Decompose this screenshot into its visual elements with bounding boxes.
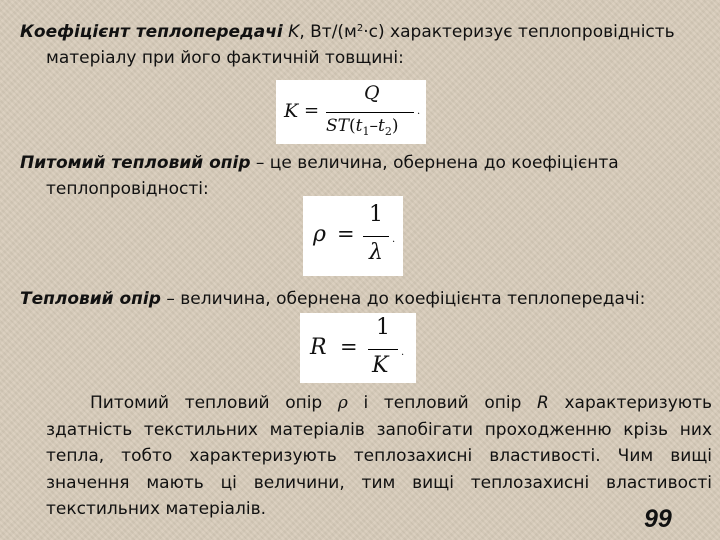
formula-numerator: 1 <box>369 202 383 227</box>
paragraph-text: ·с) характеризує теплопровідність матеріалу при його фактичній товщині: <box>46 22 675 68</box>
paragraph-text: – величина, обернена до коефіцієнта теплопередачі: <box>160 289 646 309</box>
formula-equals: = <box>337 222 355 246</box>
formula-thermal-resistance <box>300 313 416 383</box>
paragraph-text: – це величина, обернена до коефіцієнта теплопровідності: <box>46 153 619 199</box>
paragraph-thermal-resistance <box>20 286 710 312</box>
unit-superscript: 2 <box>356 23 364 34</box>
formula-lhs: K <box>284 100 299 122</box>
unit-text: , Вт/(м <box>299 22 357 42</box>
formula-heat-transfer-coefficient <box>276 80 426 144</box>
paragraph-heat-transfer-coefficient <box>20 19 710 71</box>
symbol-rho: ρ <box>337 393 348 413</box>
variable-k: K <box>288 22 300 42</box>
formula-period: . <box>417 106 421 117</box>
symbol-r: R <box>537 393 549 413</box>
formula-period: . <box>392 234 396 245</box>
paragraph-conclusion <box>46 390 712 523</box>
term-thermal-resistance: Тепловий опір <box>20 289 161 309</box>
formula-denominator: λ <box>369 240 383 265</box>
conclusion-text-2: і тепловий опір <box>347 393 538 413</box>
formula-equals: = <box>340 335 358 359</box>
formula-lhs: ρ <box>313 222 326 247</box>
conclusion-text-3: характеризують здатність текстильних матеріалів запобігати проходженню крізь них тепла, тобто характеризують теплозахисні властивості. Чим вищі значення мають ці величини, тим вищі теплозахисні властивості текстильних матеріалів. <box>46 393 712 519</box>
formula-numerator: Q <box>364 82 380 104</box>
paragraph-specific-thermal-resistance <box>20 150 710 202</box>
page-number: 99 <box>644 505 672 533</box>
formula-denominator: K <box>372 353 389 378</box>
formula-specific-thermal-resistance <box>303 196 403 276</box>
term-heat-transfer-coefficient: Коефіцієнт теплопередачі <box>20 22 283 42</box>
fraction-line <box>326 112 414 113</box>
formula-period: . <box>401 347 405 358</box>
term-specific-thermal-resistance: Питомий тепловий опір <box>20 153 251 173</box>
fraction-line <box>368 349 398 350</box>
conclusion-text-1: Питомий тепловий опір <box>90 393 338 413</box>
formula-equals: = <box>304 100 320 121</box>
fraction-line <box>363 236 389 237</box>
formula-denominator: $ST(t_1-t_2)$ <box>326 116 399 138</box>
formula-lhs: R <box>310 335 327 360</box>
formula-numerator: 1 <box>376 315 390 340</box>
